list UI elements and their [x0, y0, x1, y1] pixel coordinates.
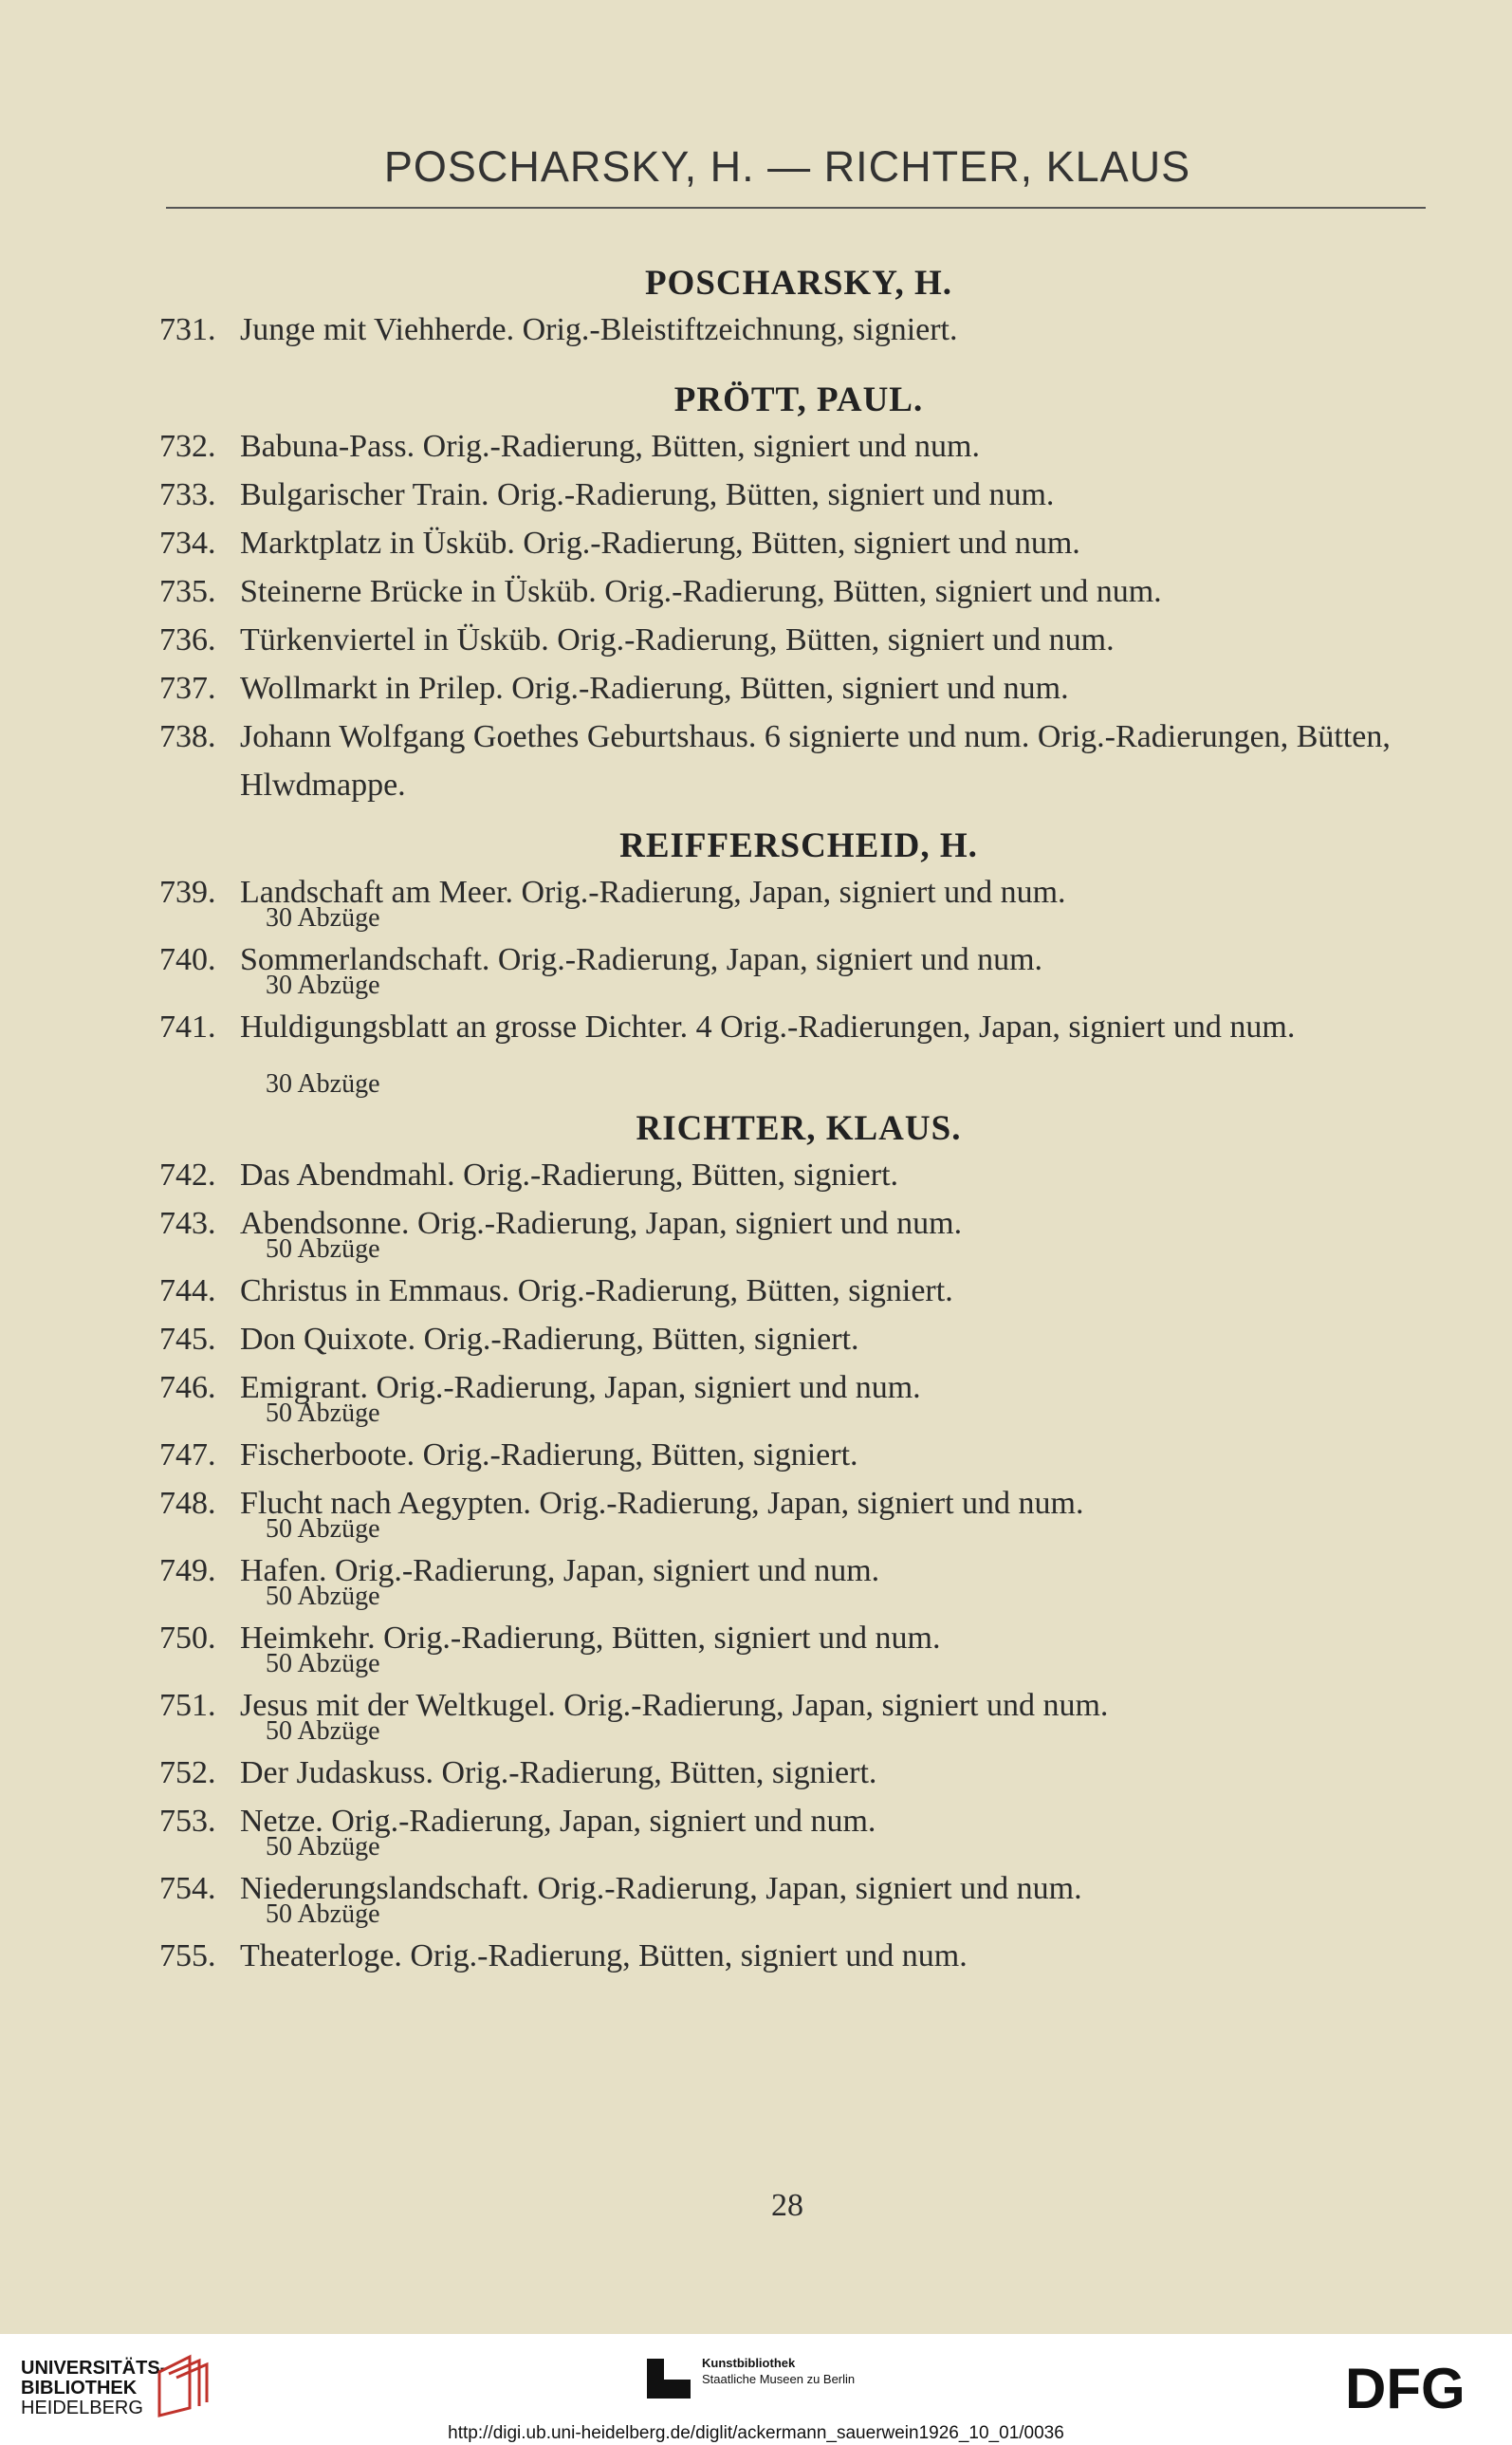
entry-number: 731.	[159, 312, 216, 347]
entry-text: Junge mit Viehherde. Orig.-Bleistiftzeichnung, signiert.	[240, 312, 958, 347]
catalogue-entry	[0, 1267, 1512, 1315]
edition-note: 50 Abzüge	[266, 1649, 380, 1678]
edition-note: 50 Abzüge	[266, 1832, 380, 1862]
catalogue-entry	[0, 664, 1512, 713]
digitization-footer	[0, 2334, 1512, 2445]
entry-number: 748.	[159, 1486, 216, 1521]
kunstbibliothek-logo-icon	[645, 2357, 692, 2400]
entry-text: Abendsonne. Orig.-Radierung, Japan, signiert und num.	[240, 1206, 963, 1241]
section-title: POSCHARSKY, H.	[644, 264, 953, 303]
entry-text: Theaterloge. Orig.-Radierung, Bütten, signiert und num.	[240, 1938, 968, 1973]
section-title: PRÖTT, PAUL.	[673, 380, 924, 419]
entry-number: 747.	[159, 1437, 216, 1473]
entry-text: Bulgarischer Train. Orig.-Radierung, Bütten, signiert und num.	[240, 477, 1055, 512]
entry-number: 734.	[159, 526, 216, 561]
entry-number: 738.	[159, 719, 216, 754]
catalogue-entry	[0, 567, 1512, 616]
catalogue-entry	[0, 422, 1512, 471]
entry-number: 736.	[159, 622, 216, 658]
catalogue-entry	[0, 1749, 1512, 1797]
catalogue-content	[0, 258, 1512, 1980]
library-name[interactable]	[21, 2359, 166, 2418]
catalogue-entry	[0, 471, 1512, 519]
entry-text: Marktplatz in Üsküb. Orig.-Radierung, Bütten, signiert und num.	[240, 526, 1080, 561]
edition-note: 30 Abzüge	[266, 903, 380, 933]
edition-note: 50 Abzüge	[266, 1899, 380, 1929]
university-library-logo-icon	[152, 2353, 212, 2419]
entry-number: 735.	[159, 574, 216, 609]
library-name-line: HEIDELBERG	[21, 2398, 143, 2418]
entry-text: Babuna-Pass. Orig.-Radierung, Bütten, signiert und num.	[240, 429, 981, 464]
entry-number: 755.	[159, 1938, 216, 1973]
entry-number: 752.	[159, 1755, 216, 1790]
entry-number: 741.	[159, 1009, 216, 1045]
catalogue-entry	[0, 1932, 1512, 1980]
entry-text: Hafen. Orig.-Radierung, Japan, signiert und num.	[240, 1553, 880, 1588]
catalogue-entry	[0, 306, 1512, 354]
entry-text: Sommerlandschaft. Orig.-Radierung, Japan, signiert und num.	[240, 942, 1043, 977]
entry-text: Huldigungsblatt an grosse Dichter. 4 Orig.-Radierungen, Japan, signiert und num.	[240, 1009, 1296, 1045]
entry-number: 732.	[159, 429, 216, 464]
entry-text: Das Abendmahl. Orig.-Radierung, Bütten, signiert.	[240, 1158, 899, 1193]
edition-note: 50 Abzüge	[266, 1398, 380, 1428]
entry-text: Landschaft am Meer. Orig.-Radierung, Japan, signiert und num.	[240, 875, 1066, 910]
dfg-logo-icon[interactable]	[1345, 2361, 1493, 2414]
entry-text: Heimkehr. Orig.-Radierung, Bütten, signiert und num.	[240, 1621, 941, 1656]
dfg-logo-text: DFG	[1345, 2361, 1466, 2414]
entry-number: 739.	[159, 875, 216, 910]
catalogue-entry	[0, 713, 1512, 811]
entry-number: 745.	[159, 1322, 216, 1357]
catalogue-entry	[0, 1151, 1512, 1199]
edition-note: 50 Abzüge	[266, 1514, 380, 1544]
entry-number: 751.	[159, 1688, 216, 1723]
entry-number: 743.	[159, 1206, 216, 1241]
entry-text: Christus in Emmaus. Orig.-Radierung, Bütten, signiert.	[240, 1273, 953, 1308]
entry-number: 754.	[159, 1871, 216, 1906]
edition-note: 30 Abzüge	[266, 1069, 380, 1099]
entry-text: Steinerne Brücke in Üsküb. Orig.-Radierung, Bütten, signiert und num.	[240, 574, 1162, 609]
entry-number: 740.	[159, 942, 216, 977]
entry-number: 753.	[159, 1804, 216, 1839]
edition-note: 50 Abzüge	[266, 1234, 380, 1264]
kunstbibliothek-subtitle: Staatliche Museen zu Berlin	[702, 2372, 856, 2386]
edition-note: 50 Abzüge	[266, 1716, 380, 1746]
catalogue-entry	[0, 616, 1512, 664]
entry-text: Fischerboote. Orig.-Radierung, Bütten, signiert.	[240, 1437, 858, 1473]
entry-number: 744.	[159, 1273, 216, 1308]
page-number: 28	[771, 2188, 803, 2223]
entry-number: 737.	[159, 671, 216, 706]
entry-text: Türkenviertel in Üsküb. Orig.-Radierung, Bütten, signiert und num.	[240, 622, 1115, 658]
catalogue-entry	[0, 1431, 1512, 1479]
entry-text: Emigrant. Orig.-Radierung, Japan, signiert und num.	[240, 1370, 921, 1405]
entry-text: Jesus mit der Weltkugel. Orig.-Radierung, Japan, signiert und num.	[240, 1688, 1109, 1723]
entry-text: Flucht nach Aegypten. Orig.-Radierung, Japan, signiert und num.	[240, 1486, 1084, 1521]
entry-text: Don Quixote. Orig.-Radierung, Bütten, signiert.	[240, 1322, 859, 1357]
catalogue-entry	[0, 1315, 1512, 1363]
kunstbibliothek-label[interactable]	[702, 2355, 855, 2387]
entry-number: 746.	[159, 1370, 216, 1405]
entry-text: Der Judaskuss. Orig.-Radierung, Bütten, signiert.	[240, 1755, 877, 1790]
entry-number: 742.	[159, 1158, 216, 1193]
edition-note: 50 Abzüge	[266, 1582, 380, 1611]
permalink-url[interactable]: http://digi.ub.uni-heidelberg.de/diglit/ackermann_sauerwein1926_10_01/0036	[448, 2423, 1064, 2443]
entry-text: Johann Wolfgang Goethes Geburtshaus. 6 signierte und num. Orig.-Radierungen, Bütten, Hlwdmappe.	[240, 719, 1391, 803]
library-name-line: UNIVERSITÄTS-	[21, 2358, 167, 2379]
section-title: REIFFERSCHEID, H.	[619, 826, 978, 865]
library-name-line: BIBLIOTHEK	[21, 2378, 138, 2399]
entry-text: Niederungslandschaft. Orig.-Radierung, Japan, signiert und num.	[240, 1871, 1082, 1906]
catalogue-entry	[0, 519, 1512, 567]
entry-text: Netze. Orig.-Radierung, Japan, signiert und num.	[240, 1804, 876, 1839]
entry-number: 733.	[159, 477, 216, 512]
entry-number: 750.	[159, 1621, 216, 1656]
header-rule	[166, 207, 1426, 209]
edition-note: 30 Abzüge	[266, 971, 380, 1000]
running-head: POSCHARSKY, H. — RICHTER, KLAUS	[383, 142, 1191, 191]
entry-number: 749.	[159, 1553, 216, 1588]
section-title: RICHTER, KLAUS.	[636, 1109, 962, 1148]
entry-text: Wollmarkt in Prilep. Orig.-Radierung, Bütten, signiert und num.	[240, 671, 1069, 706]
kunstbibliothek-title: Kunstbibliothek	[702, 2356, 796, 2370]
